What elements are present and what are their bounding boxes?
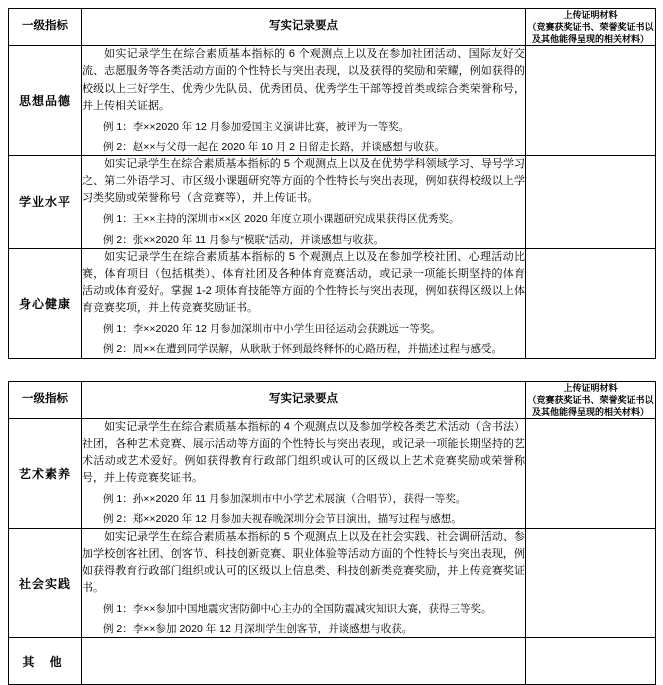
record-example-2: 例 2：周××在遭到同学误解，从耿耿于怀到最终释怀的心路历程，并描述过程与感受。 [103,343,503,356]
header-upload-line2: （竞赛获奖证书、荣誉奖证书以 [527,22,654,33]
upload-cell-academic-level[interactable] [526,156,656,249]
indicator-other: 其 他 [9,638,82,685]
table-row [9,418,656,528]
record-points-academic-level [82,156,526,249]
upload-cell-social-practice[interactable] [526,528,656,638]
indicator-academic-level: 学业水平 [9,156,82,249]
record-points-art-literacy [82,418,526,528]
record-points-physical-mental-health [82,248,526,358]
header-upload-line3: 及其他能得呈现的相关材料） [531,406,649,417]
header-upload-materials [526,9,656,46]
record-example-1: 例 1：李××2020 年 12 月参加深圳市中小学生田径运动会获跳远一等奖。 [103,323,441,335]
header-upload-line2: （竞赛获奖证书、荣誉奖证书以 [527,394,654,405]
table-header-row [9,9,656,46]
table-row [9,46,656,156]
record-example-2: 例 2：张××2020 年 11 月参与“模联”活动，并谈感想与收获。 [103,233,385,246]
header-primary-indicator: 一级指标 [9,381,82,418]
record-main-text: 如实记录学生在综合素质基本指标的 6 个观测点上以及在参加社团活动、国际友好交流、志愿服务等各类活动方面的个性特长与突出表现，以及获得的奖励和荣耀，例如获得的校级以上三好学生、优秀少先队员、优秀团员、优秀学生干部等授首类或综合类荣誉称号，并上传相关证据。 [82,48,525,112]
record-main-text: 如实记录学生在综合素质基本指标的 5 个观测点上以及在参加学校社团、心理活动比赛，体育项目（包括棋类）、体育社团及各种体育竞赛活动，或记录一项能长期坚持的体育活动或体育爱好。掌握 1-2 项体育技能等方面的个性特长与突出表现，例如获得区级以上体育竞赛奖项，并上传竞赛奖励证书。 [82,250,525,314]
header-record-points: 写实记录要点 [82,9,526,46]
indicator-social-practice: 社会实践 [9,528,82,638]
header-record-points: 写实记录要点 [82,381,526,418]
indicator-art-literacy: 艺术素养 [9,418,82,528]
record-points-other[interactable] [82,638,526,685]
record-example-1: 例 1：孙××2020 年 11 月参加深圳市中小学艺术展演（合唱节），获得一等奖。 [103,493,467,506]
upload-cell-physical-mental-health[interactable] [526,248,656,358]
evaluation-table-part2 [8,381,656,685]
table-row [9,638,656,685]
table-row [9,248,656,358]
record-example-1: 例 1：李××参加中国地震灾害防御中心主办的全国防震减灾知识大赛，获得三等奖。 [103,602,492,615]
upload-cell-other[interactable] [526,638,656,685]
record-example-2: 例 2：赵××与父母一起在 2020 年 10 月 2 日留走长路，并谈感想与收获。 [103,140,445,153]
record-example-2: 例 2：郑××2020 年 12 月参加夫视春晚深圳分会节目演出，描写过程与感想。 [103,513,462,526]
record-example-2: 例 2：李××参加 2020 年 12 月深圳学生创客节，并谈感想与收获。 [103,623,413,636]
record-points-social-practice [82,528,526,638]
upload-cell-art-literacy[interactable] [526,418,656,528]
record-main-text: 如实记录学生在综合素质基本指标的 4 个观测点以及参加学校各类艺术活动（含书法）社团，各种艺术竞赛、展示活动等方面的个性特长与突出表现，或记录一项能长期坚持的艺术活动或艺术爱好。例如获得教育行政部门组织或认可的区级以上艺术竞赛奖励或荣誉称号，并上传竞赛奖证书。 [82,420,525,485]
header-upload-line3: 及其他能得呈现的相关材料） [531,34,649,45]
indicator-moral-character: 思想品德 [9,46,82,156]
table-row [9,528,656,638]
table-header-row [9,381,656,418]
header-upload-line1: 上传证明材料 [563,382,618,393]
header-upload-line1: 上传证明材料 [563,10,618,20]
evaluation-table-part1 [8,8,656,359]
header-upload-materials [526,381,656,418]
record-main-text: 如实记录学生在综合素质基本指标的 5 个观测点上以及在社会实践、社会调研活动、参加学校创客社团、创客节、科技创新竞赛、职业体验等活动方面的个性特长与突出表现，例如获得教育行政部门组织或认可的区级以上信息类、科技创新类竞赛奖励，并上传竞赛奖证书。 [82,530,525,594]
record-example-1: 例 1：王××主持的深圳市××区 2020 年度立项小课题研究成果获得区优秀奖。 [103,213,460,226]
record-main-text: 如实记录学生在综合素质基本指标的 5 个观测点上以及在优势学科领域学习、导号学习之、第二外语学习、市区级小课题研究等方面的个性特长与突出表现，例如获得校级以上学习类奖励或荣誉称号（含竞赛等），并上传证书。 [82,158,525,205]
indicator-physical-mental-health: 身心健康 [9,248,82,358]
table-row [9,156,656,249]
upload-cell-moral-character[interactable] [526,46,656,156]
record-example-1: 例 1：李××2020 年 12 月参加爱国主义演讲比赛，被评为一等奖。 [103,120,410,133]
header-primary-indicator: 一级指标 [9,9,82,46]
record-points-moral-character [82,46,526,156]
